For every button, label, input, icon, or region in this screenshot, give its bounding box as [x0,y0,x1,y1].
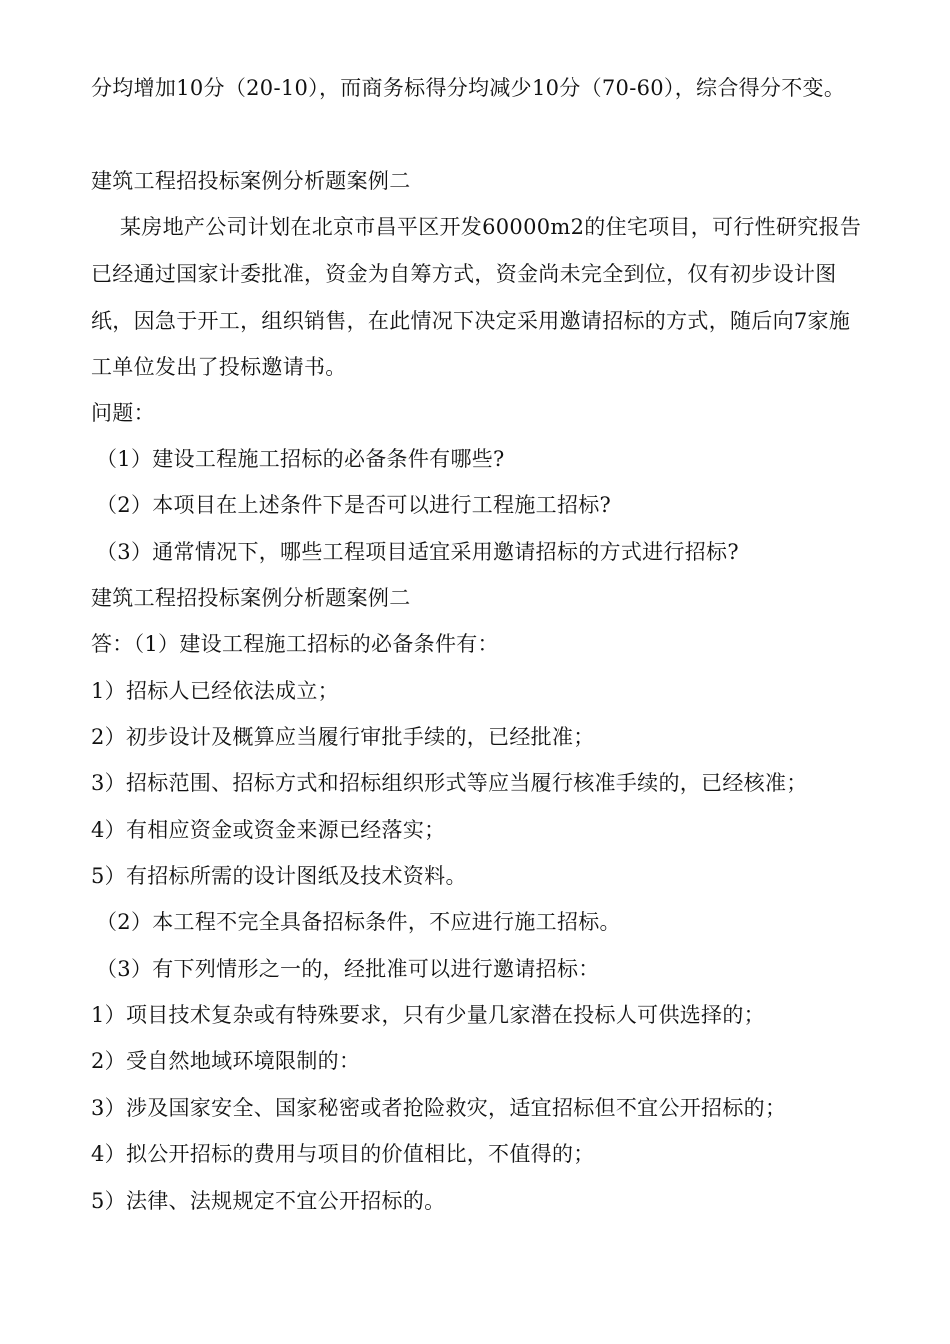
answer-item: 1）项目技术复杂或有特殊要求，只有少量几家潜在投标人可供选择的； [91,1003,765,1027]
paragraph-line: 纸，因急于开工，组织销售，在此情况下决定采用邀请招标的方式，随后向7家施 [91,309,851,333]
question-item: （2）本项目在上述条件下是否可以进行工程施工招标? [96,493,612,517]
answer-item: 2）受自然地域环境限制的： [91,1049,361,1073]
text-line: 分均增加10分（20-10），而商务标得分均减少10分（70-60），综合得分不变。 [91,76,846,100]
answer-intro: 答：（1）建设工程施工招标的必备条件有： [91,632,499,656]
case-title: 建筑工程招投标案例分析题案例二 [91,169,411,193]
answer-item: （2）本工程不完全具备招标条件，不应进行施工招标。 [96,910,621,934]
answer-item: 4）有相应资金或资金来源已经落实； [91,818,446,842]
question-item: （3）通常情况下，哪些工程项目适宜采用邀请招标的方式进行招标? [96,540,739,564]
answer-item: （3）有下列情形之一的，经批准可以进行邀请招标： [96,957,600,981]
paragraph-line: 已经通过国家计委批准，资金为自筹方式，资金尚未完全到位，仅有初步设计图 [91,262,837,286]
paragraph-line: 某房地产公司计划在北京市昌平区开发60000m2的住宅项目，可行性研究报告 [120,215,862,239]
answer-item: 1）招标人已经依法成立； [91,679,339,703]
answer-item: 4）拟公开招标的费用与项目的价值相比，不值得的； [91,1142,595,1166]
question-label: 问题： [91,401,155,425]
answer-item: 5）有招标所需的设计图纸及技术资料。 [91,864,467,888]
answer-item: 2）初步设计及概算应当履行审批手续的，已经批准； [91,725,595,749]
question-item: （1）建设工程施工招标的必备条件有哪些? [96,447,505,471]
answer-item: 3）涉及国家安全、国家秘密或者抢险救灾，适宜招标但不宜公开招标的； [91,1096,787,1120]
paragraph-line: 工单位发出了投标邀请书。 [91,355,347,379]
answer-item: 3）招标范围、招标方式和招标组织形式等应当履行核准手续的，已经核准； [91,771,808,795]
case-title: 建筑工程招投标案例分析题案例二 [91,586,411,610]
answer-item: 5）法律、法规规定不宜公开招标的。 [91,1189,446,1213]
